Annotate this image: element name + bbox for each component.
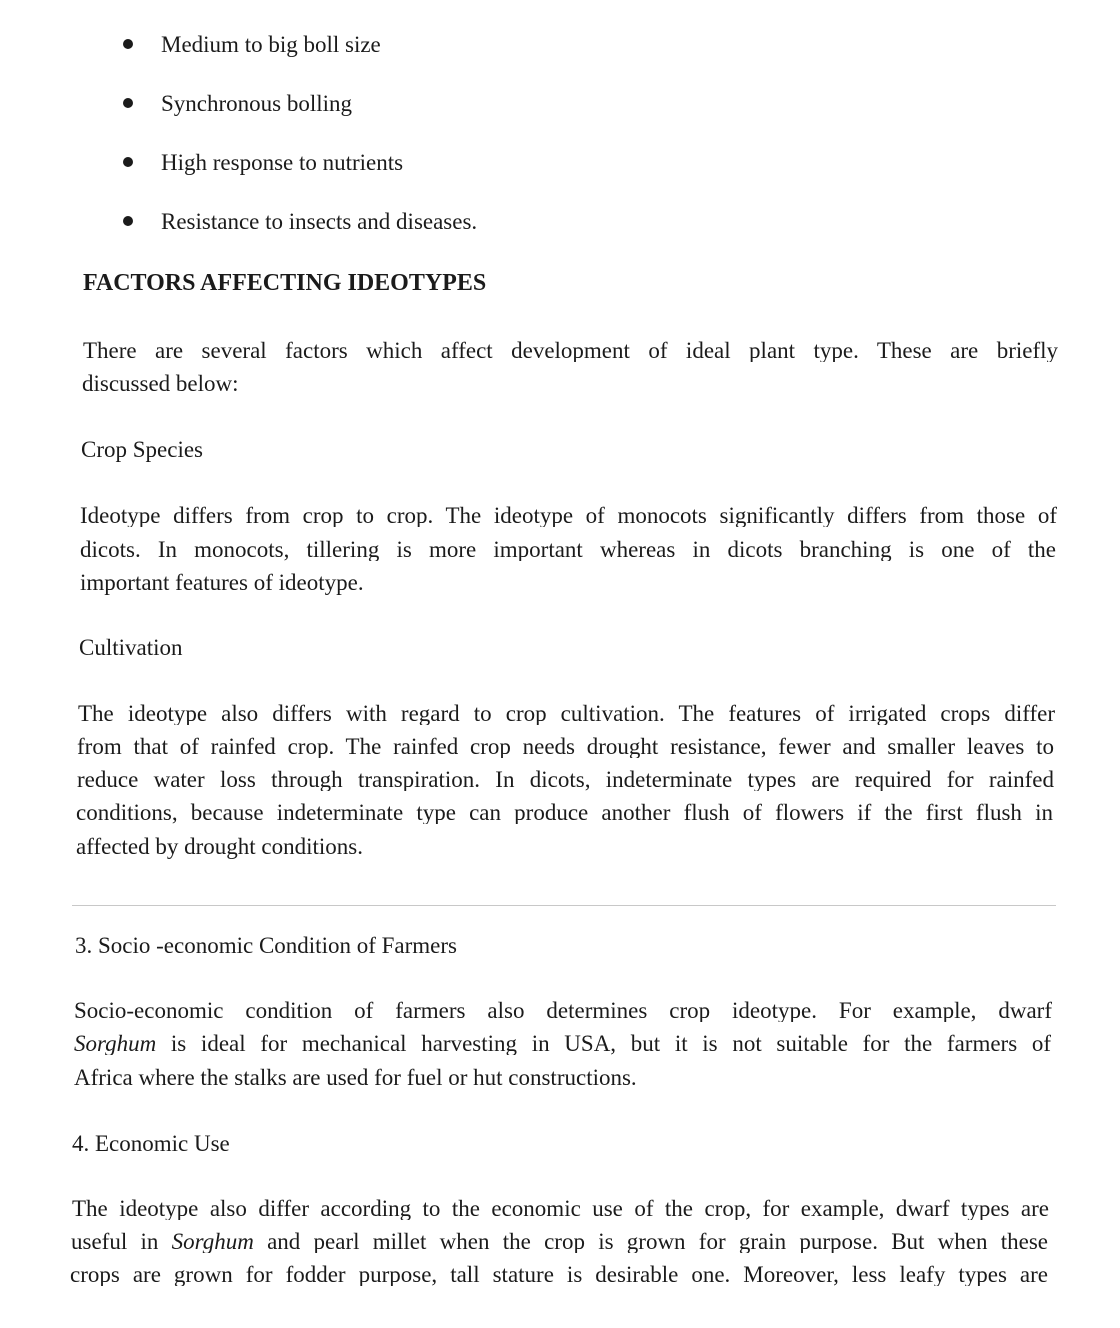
paragraph-line: reduce water loss through transpiration. In dicots, indeterminate types are required for rainfed	[77, 768, 1054, 791]
paragraph-line	[74, 1032, 1051, 1055]
paragraph-line: Ideotype differs from crop to crop. The ideotype of monocots significantly differs from those of	[80, 504, 1057, 527]
paragraph-line: conditions, because indeterminate type can produce another flush of flowers if the first flush in	[76, 801, 1053, 824]
bullet-item: Resistance to insects and diseases.	[161, 209, 478, 234]
crop-species-heading: Crop Species	[81, 437, 204, 462]
bullet-dot	[123, 98, 133, 108]
bullet-dot	[123, 39, 133, 49]
paragraph-line: important features of ideotype.	[80, 570, 364, 595]
bullet-item: Medium to big boll size	[161, 32, 381, 57]
paragraph-line: The ideotype also differ according to the economic use of the crop, for example, dwarf types are	[72, 1197, 1049, 1220]
paragraph-line: There are several factors which affect development of ideal plant type. These are briefly	[83, 339, 1058, 362]
paragraph-line: discussed below:	[82, 371, 239, 396]
paragraph-line: dicots. In monocots, tillering is more important whereas in dicots branching is one of the	[80, 538, 1056, 561]
bullet-item: Synchronous bolling	[161, 91, 353, 116]
line-text: useful in	[71, 1230, 172, 1253]
paragraph-line: The ideotype also differs with regard to crop cultivation. The features of irrigated crops differ	[78, 702, 1055, 725]
paragraph-line: from that of rainfed crop. The rainfed crop needs drought resistance, fewer and smaller leaves to	[77, 735, 1054, 758]
page-divider	[72, 905, 1056, 906]
bullet-item: High response to nutrients	[161, 150, 404, 175]
paragraph-line	[71, 1230, 1048, 1253]
paragraph-line: crops are grown for fodder purpose, tall stature is desirable one. Moreover, less leafy types are	[70, 1263, 1048, 1286]
economic-use-heading: 4. Economic Use	[72, 1131, 230, 1156]
line-text: and pearl millet when the crop is grown for grain purpose. But when these	[253, 1230, 1048, 1253]
species-name: Sorghum	[171, 1230, 254, 1253]
line-text: is ideal for mechanical harvesting in USA, but it is not suitable for the farmers of	[156, 1032, 1051, 1055]
paragraph-line: Socio-economic condition of farmers also determines crop ideotype. For example, dwarf	[74, 999, 1052, 1022]
bullet-dot	[123, 157, 133, 167]
paragraph-line: affected by drought conditions.	[76, 834, 364, 859]
species-name: Sorghum	[74, 1032, 157, 1055]
paragraph-line: Africa where the stalks are used for fuel or hut constructions.	[74, 1065, 637, 1090]
socio-economic-heading: 3. Socio -economic Condition of Farmers	[75, 933, 457, 958]
bullet-dot	[123, 216, 133, 226]
cultivation-heading: Cultivation	[79, 635, 183, 660]
section-heading: FACTORS AFFECTING IDEOTYPES	[83, 270, 487, 296]
